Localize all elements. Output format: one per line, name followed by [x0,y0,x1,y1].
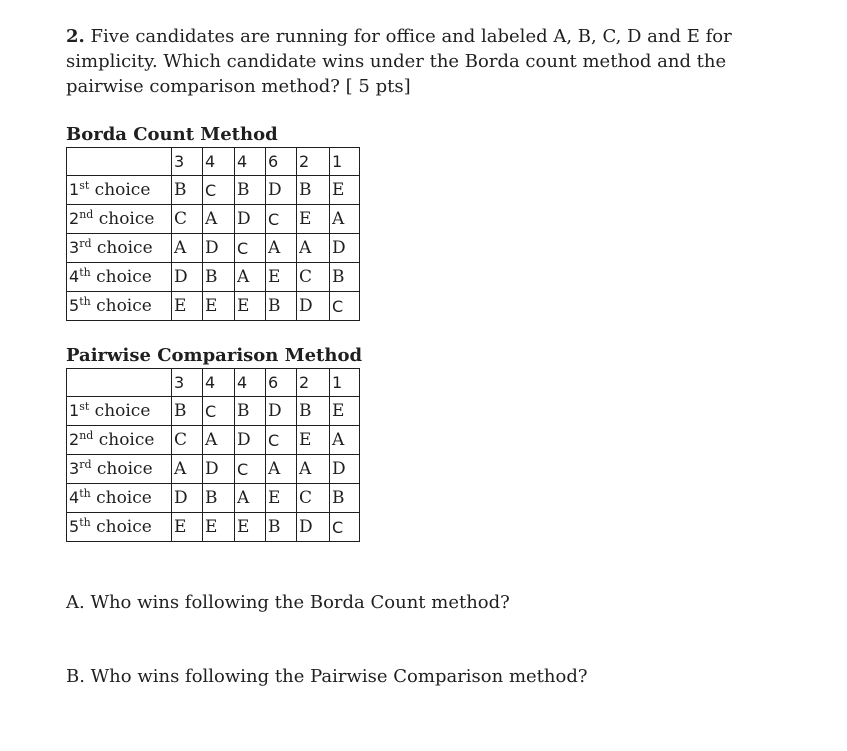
voter-count-cell: 2 [297,369,330,397]
candidate-cell: A [203,426,235,455]
question-text [66,24,806,99]
choice-label [67,263,172,292]
table-row [67,397,360,426]
choice-label [67,234,172,263]
pairwise-title: Pairwise Comparison Method [66,345,363,366]
candidate-cell: D [172,484,203,513]
choice-label [67,513,172,542]
voter-count-cell: 2 [297,148,330,176]
choice-rank-number: 1 [69,180,80,199]
candidate-cell: B [330,263,360,292]
candidate-cell: E [297,426,330,455]
choice-rank-suffix: th [79,487,91,500]
question-a: A. Who wins following the Borda Count method? [66,592,510,613]
candidate-cell: B [297,176,330,205]
candidate-cell: A [235,263,266,292]
question-number: 2. [66,26,85,47]
voter-count-cell: 4 [235,369,266,397]
table-row [67,292,360,321]
choice-label [67,292,172,321]
choice-label [67,455,172,484]
candidate-cell: B [235,397,266,426]
voter-count-cell: 6 [266,369,297,397]
table-row [67,176,360,205]
candidate-cell: A [235,484,266,513]
choice-rank-suffix: th [79,266,91,279]
candidate-cell: B [172,397,203,426]
candidate-cell: E [266,263,297,292]
candidate-cell: C [203,397,235,426]
choice-rank-number: 3 [69,459,80,478]
choice-word: choice [90,488,152,508]
candidate-cell: D [172,263,203,292]
candidate-cell: A [297,455,330,484]
voter-count-cell: 1 [330,369,360,397]
candidate-cell: C [330,513,360,542]
choice-rank-number: 4 [69,267,80,286]
choice-rank-number: 1 [69,401,80,420]
candidate-cell: D [330,455,360,484]
pairwise-table-body [67,369,360,542]
choice-rank-number: 5 [69,517,80,536]
question-b: B. Who wins following the Pairwise Comparison method? [66,666,588,687]
candidate-cell: C [266,426,297,455]
candidate-cell: C [172,426,203,455]
borda-title: Borda Count Method [66,124,278,145]
candidate-cell: E [235,513,266,542]
choice-word: choice [90,267,152,287]
table-header-row [67,148,360,176]
candidate-cell: A [172,234,203,263]
choice-rank-number: 3 [69,238,80,257]
choice-rank-number: 2 [69,430,80,449]
candidate-cell: E [235,292,266,321]
candidate-cell: C [266,205,297,234]
candidate-cell: C [235,455,266,484]
candidate-cell: D [266,176,297,205]
candidate-cell: C [330,292,360,321]
table-row [67,484,360,513]
choice-rank-number: 5 [69,296,80,315]
choice-word: choice [91,459,153,479]
corner-cell [67,369,172,397]
candidate-cell: E [203,292,235,321]
candidate-cell: B [203,484,235,513]
candidate-cell: A [266,455,297,484]
table-row [67,513,360,542]
choice-rank-suffix: st [79,179,90,192]
candidate-cell: C [172,205,203,234]
table-row [67,263,360,292]
candidate-cell: B [203,263,235,292]
choice-label [67,484,172,513]
choice-rank-suffix: nd [79,429,94,442]
candidate-cell: D [203,455,235,484]
corner-cell [67,148,172,176]
choice-rank-suffix: th [79,295,91,308]
choice-rank-suffix: rd [79,237,92,250]
table-row [67,455,360,484]
choice-rank-number: 4 [69,488,80,507]
choice-word: choice [91,238,153,258]
candidate-cell: C [203,176,235,205]
choice-label [67,426,172,455]
candidate-cell: E [330,397,360,426]
question-body: Five candidates are running for office and labeled A, B, C, D and E for simplicity. Which candidate wins under the Borda count method and the pairwise comparison method? [ 5 pts] [66,26,732,97]
candidate-cell: B [172,176,203,205]
choice-word: choice [90,517,152,537]
candidate-cell: D [203,234,235,263]
table-row [67,234,360,263]
voter-count-cell: 3 [172,369,203,397]
candidate-cell: A [172,455,203,484]
candidate-cell: D [297,513,330,542]
choice-word: choice [89,180,151,200]
candidate-cell: C [297,263,330,292]
candidate-cell: B [297,397,330,426]
candidate-cell: A [330,426,360,455]
table-header-row [67,369,360,397]
candidate-cell: B [235,176,266,205]
table-row [67,205,360,234]
candidate-cell: D [235,426,266,455]
voter-count-cell: 4 [203,369,235,397]
borda-table [66,147,360,321]
candidate-cell: D [266,397,297,426]
pairwise-table [66,368,360,542]
voter-count-cell: 3 [172,148,203,176]
candidate-cell: A [297,234,330,263]
choice-word: choice [93,430,155,450]
choice-word: choice [93,209,155,229]
candidate-cell: E [172,292,203,321]
voter-count-cell: 4 [203,148,235,176]
candidate-cell: E [330,176,360,205]
choice-word: choice [89,401,151,421]
choice-rank-number: 2 [69,209,80,228]
candidate-cell: A [266,234,297,263]
candidate-cell: A [203,205,235,234]
candidate-cell: B [266,292,297,321]
voter-count-cell: 4 [235,148,266,176]
voter-count-cell: 6 [266,148,297,176]
candidate-cell: A [330,205,360,234]
choice-label [67,397,172,426]
candidate-cell: E [203,513,235,542]
choice-label [67,205,172,234]
borda-table-body [67,148,360,321]
choice-rank-suffix: rd [79,458,92,471]
voter-count-cell: 1 [330,148,360,176]
candidate-cell: D [330,234,360,263]
candidate-cell: D [297,292,330,321]
candidate-cell: B [330,484,360,513]
candidate-cell: C [297,484,330,513]
candidate-cell: E [266,484,297,513]
candidate-cell: C [235,234,266,263]
table-row [67,426,360,455]
choice-word: choice [90,296,152,316]
choice-rank-suffix: st [79,400,90,413]
choice-rank-suffix: nd [79,208,94,221]
choice-label [67,176,172,205]
candidate-cell: E [297,205,330,234]
candidate-cell: E [172,513,203,542]
candidate-cell: D [235,205,266,234]
candidate-cell: B [266,513,297,542]
choice-rank-suffix: th [79,516,91,529]
